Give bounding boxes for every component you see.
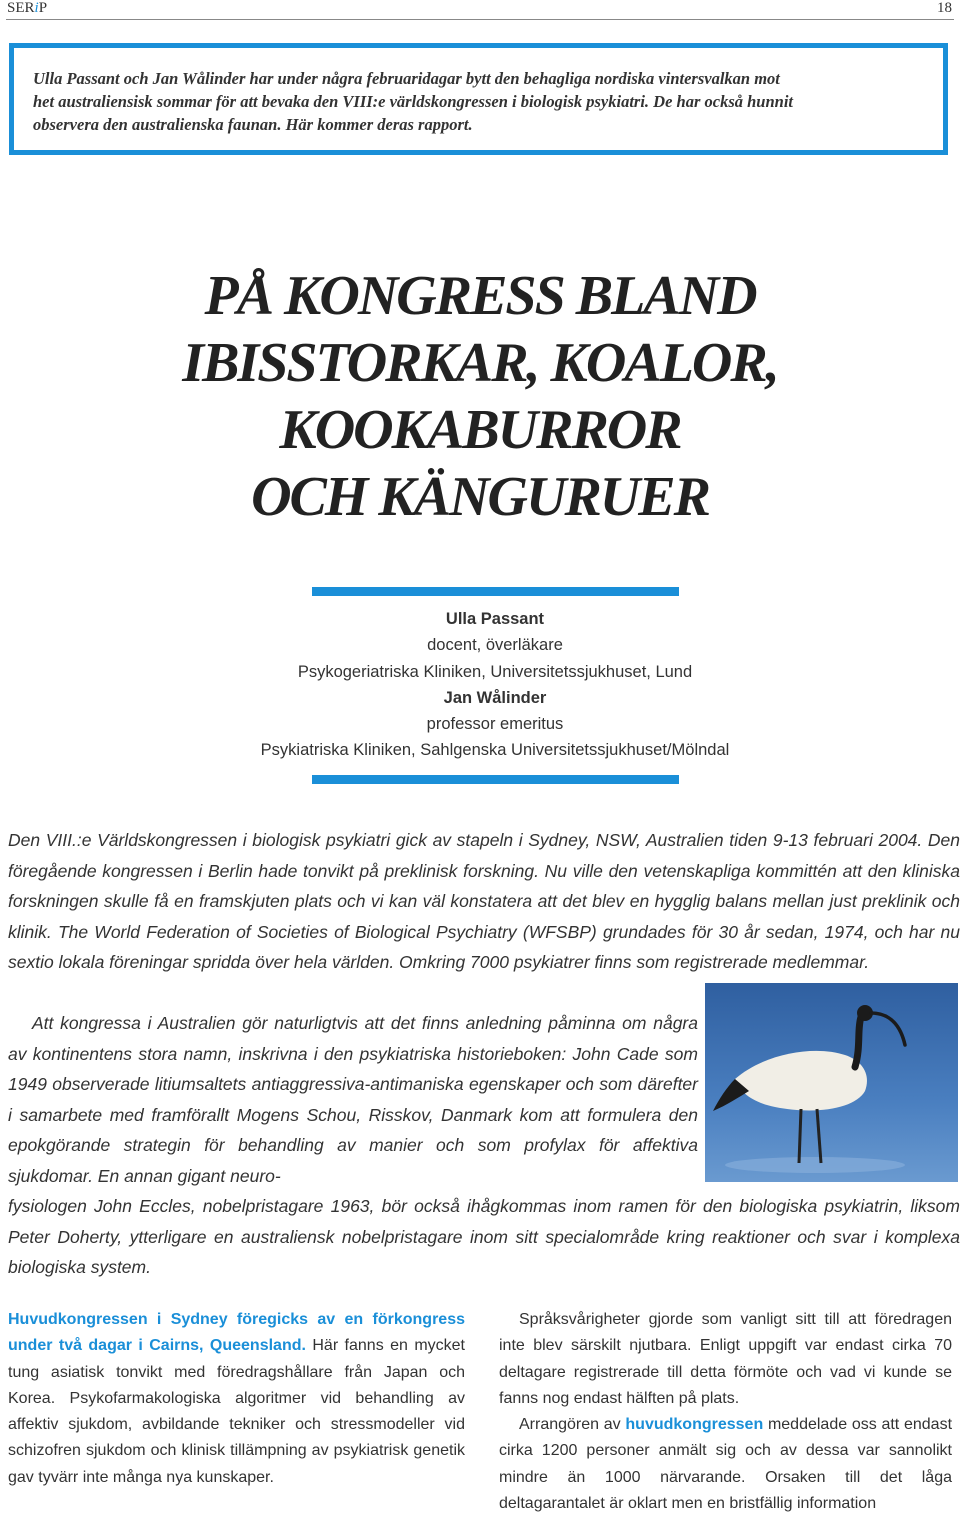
body-paragraph-2-full: fysiologen John Eccles, nobelpristagare 1963, bör också ihågkommas inom ramen för den biologiska psykiatrin, liksom Peter Doherty, ytterligare en australiensk nobelpristagare inom sitt specialområde kring reaktioner och svar i komplexa biologiska system. [8,1196,960,1277]
left-text: Här fanns en mycket tung asiatisk tonvikt med föredragshållare från Japan och Korea. Psykofarmakologiska algoritmer vid behandling av affektiv sjukdom, avbildande tekniker och stressmodeller vid schizofren sjukdom och klinisk tillämpning av psykiatrisk genetik gav tyvärr inte många nya kunskaper. [8,1337,465,1486]
journal-brand: SERiP [7,0,48,16]
right-highlight: huvudkongressen [625,1416,764,1434]
page-number: 18 [937,0,952,16]
author1-role: docent, överläkare [427,636,563,655]
author1-name: Ulla Passant [445,610,545,628]
author2-role: professor emeritus [426,715,564,734]
left-highlight: Huvudkongressen i Sydney föregicks av en förkongress under två dagar i Cairns, Queensland. [8,1311,465,1355]
right-para-2: Arrangören av huvudkongressen meddelade oss att endast cirka 1200 personer anmält sig och av dessa var sannolikt mindre än 1000 närvarande. Orsaken till det låga deltagarantalet är oklart men en bristfällig information [499,1416,953,1513]
author2-name: Jan Wålinder [443,688,547,707]
article-title: PÅ KONGRESS BLAND IBISSTORKAR, KOALOR, KOOKABURROR OCH KÄNGURUER [182,265,778,528]
author1-affiliation: Psykogeriatriska Kliniken, Universitetssjukhuset, Lund [297,662,693,681]
author-block [180,606,810,764]
bottom-blue-bar [312,775,679,784]
ibis-photo [705,983,958,1182]
right-para-1: Språksvårigheter gjorde som vanligt sitt till att föredragen inte blev särskilt njutbara. Enligt uppgift var endast cirka 70 deltagare registrerade till detta förmöte och vad vi kunde se fanns nog endast hälften på plats. [499,1311,952,1407]
right-column [499,1307,952,1517]
header-rule [6,19,954,20]
intro-text: Ulla Passant och Jan Wålinder har under några februaridagar bytt den behagliga nordiska vintersvalkan mot het australiensisk sommar för att bevaka den VIII:e världskongressen i biologisk psykiatri. De har också hunnit observera den australienska faunan. Här kommer deras rapport. [33,69,794,134]
body-paragraph-1: Den VIII.:e Världskongressen i biologisk psykiatri gick av stapeln i Sydney, NSW, Australien tiden 9-13 februari 2004. Den föregående kongressen i Berlin hade tonvikt på preklinisk forskning. Nu ville den vetenskapliga kommittén att den kliniska forskningen skulle få en framskjuten plats och vi kan väl konstatera att det blev en hygglig balans mellan just preklinik och klinik. The World Federation of Societies of Biological Psychiatry (WFSBP) grundades för 30 år sedan, 1974, och har nu sextio lokala föreningar spridda över hela världen. Omkring 7000 psykiatrer finns som registrerade medlemmar. [8,830,960,972]
body-paragraph-2-wrapped: Att kongressa i Australien gör naturligtvis att det finns anledning påminna om några av kontinentens stora namn, inskrivna i den psykiatriska historieboken: John Cade som 1949 observerade litiumsaltets antiaggressiva-antimaniska egenskaper och som därefter i samarbete med framförallt Mogens Schou, Risskov, Danmark kom att formulera den epokgörande strategin för behandling av manier och som profylax för affektiva sjukdomar. En annan gigant neuro- [8,1013,698,1186]
top-blue-bar [312,587,679,596]
left-column [8,1307,465,1491]
author2-affiliation: Psykiatriska Kliniken, Sahlgenska Universitetssjukhuset/Mölndal [260,741,730,760]
